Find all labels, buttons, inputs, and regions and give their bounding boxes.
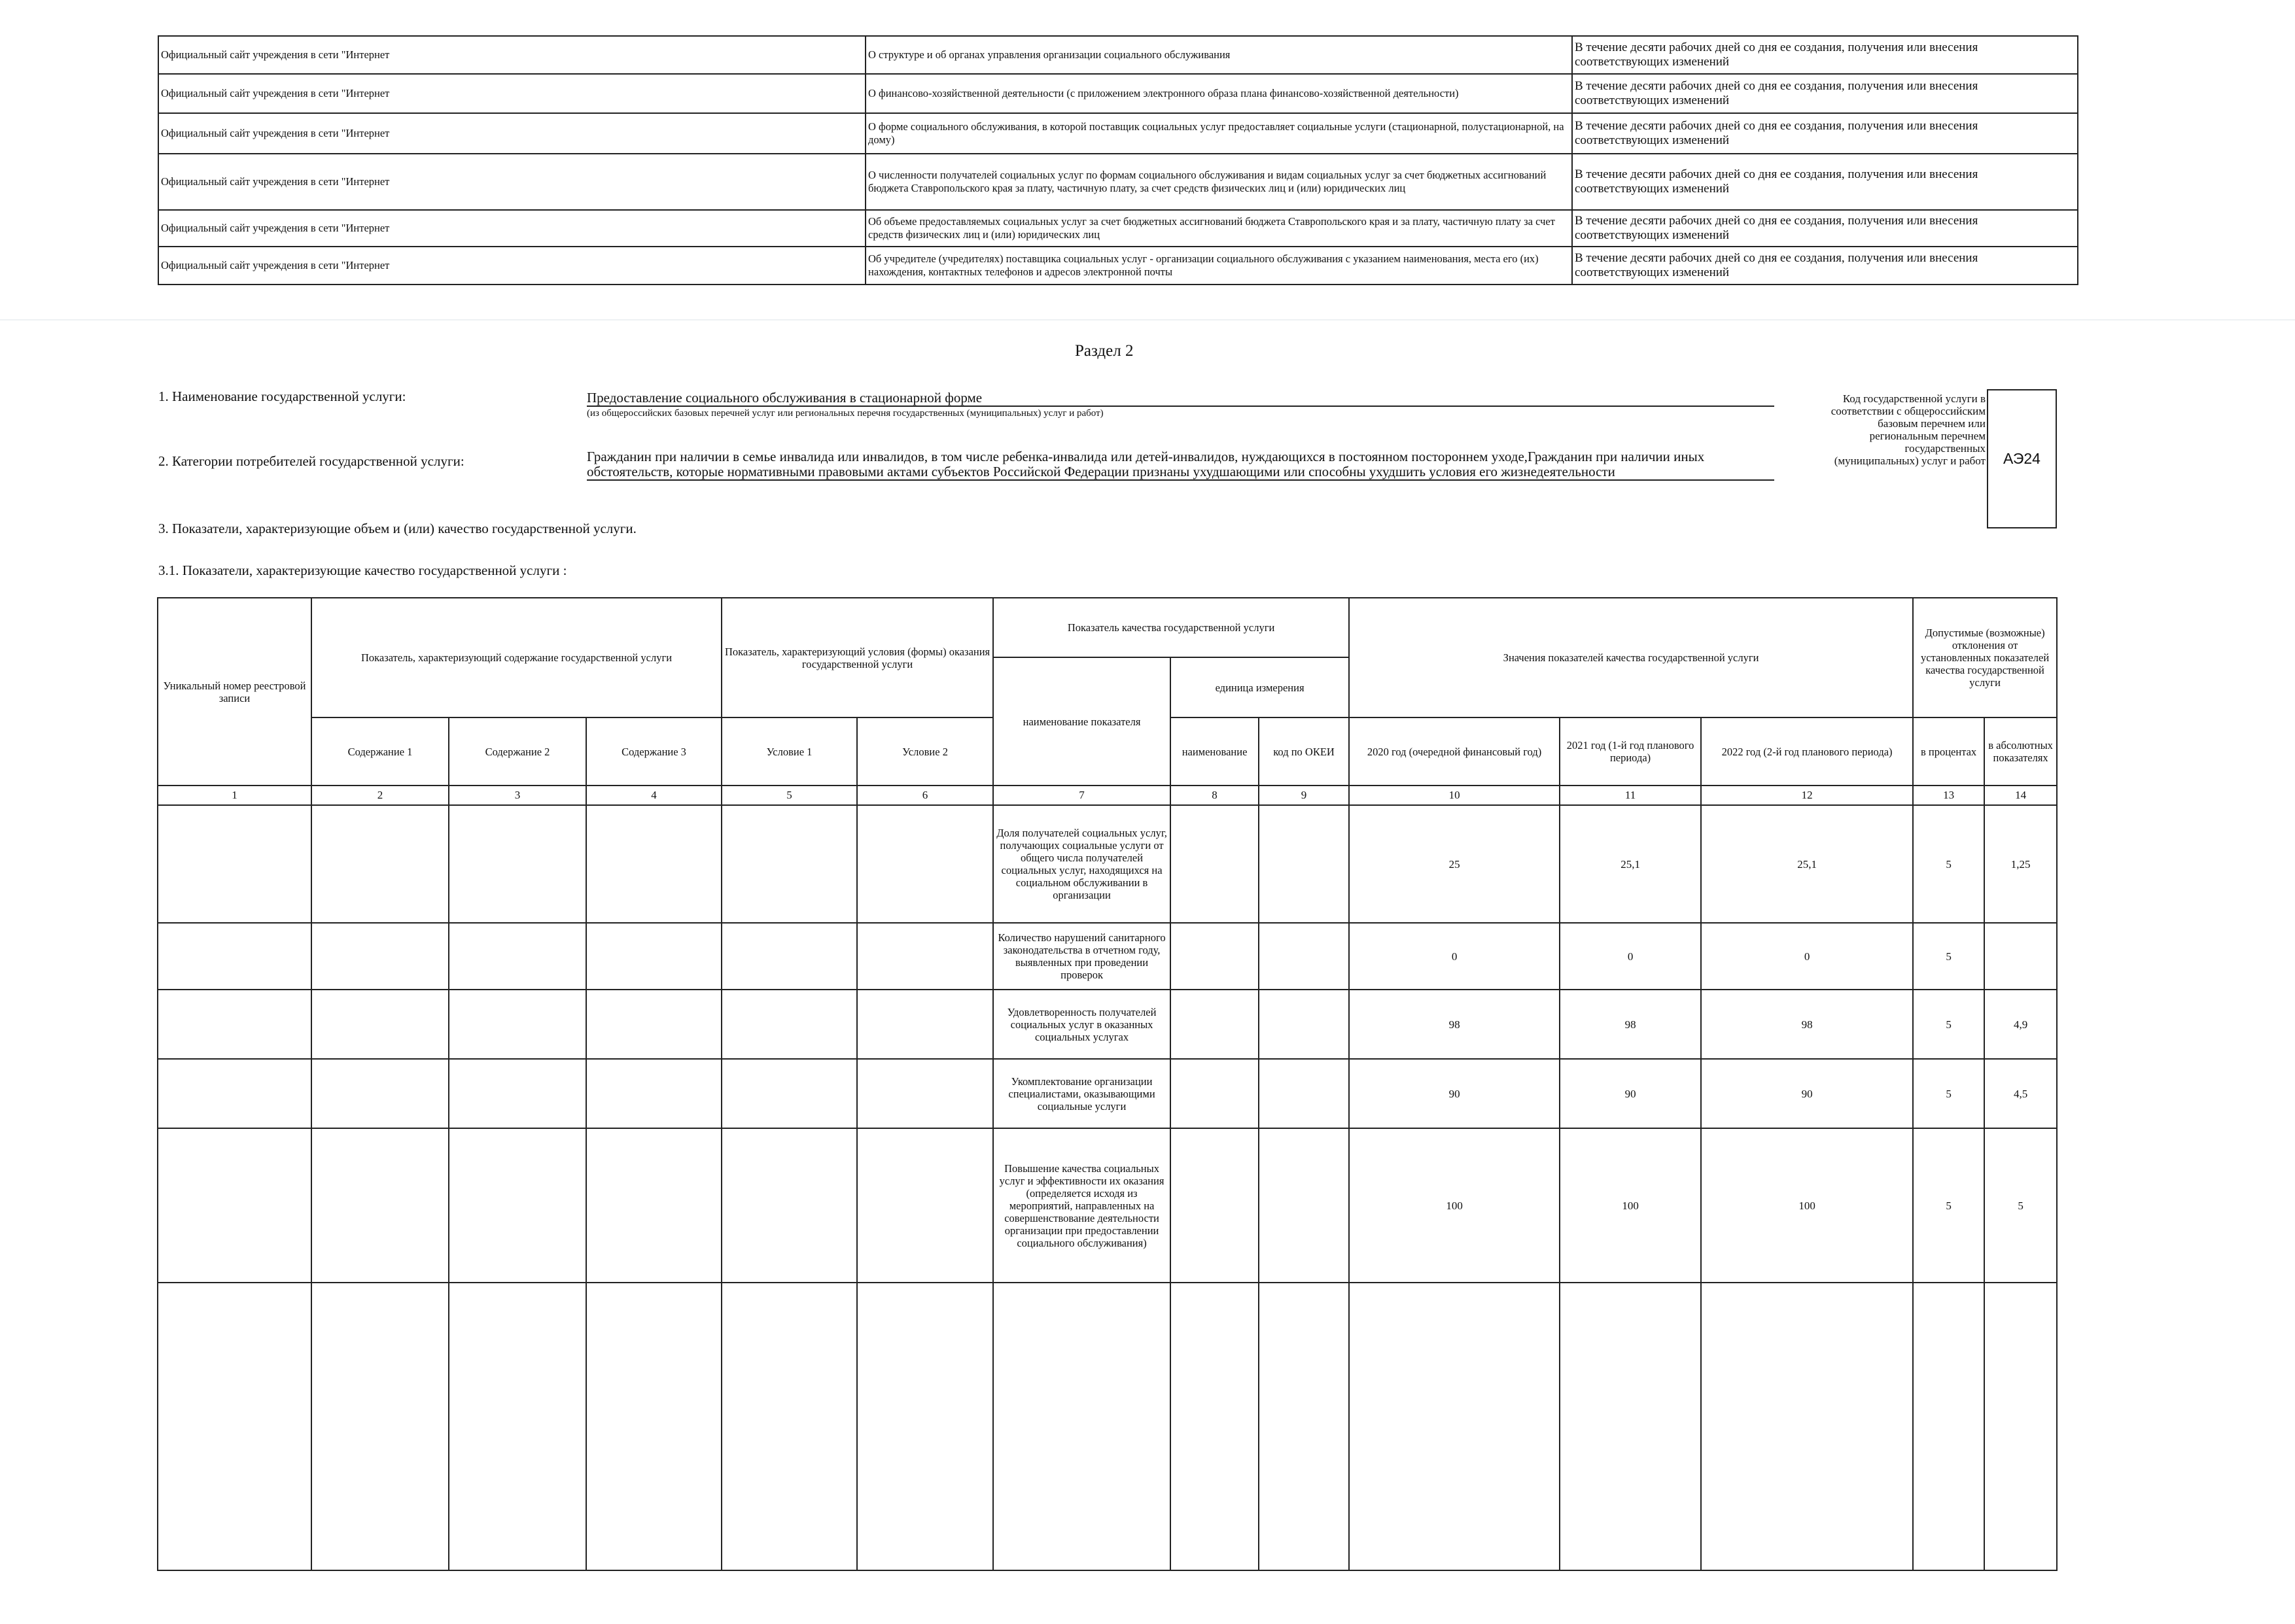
information-row: [158, 74, 2078, 113]
info-method-cell: Официальный сайт учреждения в сети "Интернет: [158, 210, 866, 247]
condition-2-cell: [857, 805, 993, 923]
unit-name-cell: [1170, 1059, 1259, 1128]
service-code-value: АЭ24: [2003, 450, 2041, 467]
condition-2-cell: [857, 1059, 993, 1128]
value-2022-cell: 0: [1701, 923, 1913, 990]
content-2-cell: [449, 1283, 586, 1570]
info-content-cell: О структуре и об органах управления организации социального обслуживания: [866, 36, 1572, 74]
header-indicator-name: наименование показателя: [993, 657, 1170, 786]
header-unit: единица измерения: [1170, 657, 1349, 717]
content-1-cell: [311, 1128, 449, 1283]
condition-2-cell: [857, 1283, 993, 1570]
content-2-cell: [449, 1128, 586, 1283]
header-okei-code: код по ОКЕИ: [1259, 717, 1349, 786]
info-frequency-cell: В течение десяти рабочих дней со дня ее создания, получения или внесения соответствующих изменений: [1572, 154, 2078, 210]
info-content-cell: О финансово-хозяйственной деятельности (с приложением электронного образа плана финансово-хозяйственной деятельности): [866, 74, 1572, 113]
column-number: 5: [722, 786, 857, 805]
value-2022-cell: 98: [1701, 990, 1913, 1059]
value-2022-cell: 100: [1701, 1128, 1913, 1283]
deviation-absolute-cell: [1984, 1283, 2057, 1570]
registry-cell: [158, 1059, 311, 1128]
content-3-cell: [586, 805, 722, 923]
information-row: [158, 247, 2078, 285]
value-2022-cell: 90: [1701, 1059, 1913, 1128]
condition-1-cell: [722, 923, 857, 990]
deviation-percent-cell: [1913, 1283, 1984, 1570]
content-1-cell: [311, 805, 449, 923]
condition-1-cell: [722, 990, 857, 1059]
info-frequency-cell: В течение десяти рабочих дней со дня ее создания, получения или внесения соответствующих изменений: [1572, 210, 2078, 247]
header-quality-group: Показатель качества государственной услуги: [993, 598, 1349, 657]
registry-cell: [158, 923, 311, 990]
okei-code-cell: [1259, 1059, 1349, 1128]
content-3-cell: [586, 1283, 722, 1570]
value-2020-cell: 98: [1349, 990, 1560, 1059]
quality-row: [158, 1128, 2057, 1283]
content-2-cell: [449, 990, 586, 1059]
service-name-note: (из общероссийских базовых перечней услуг или региональных перечня государственных (муниципальных) услуг и работ): [587, 408, 1104, 419]
registry-cell: [158, 990, 311, 1059]
information-row: [158, 210, 2078, 247]
column-number: 2: [311, 786, 449, 805]
condition-1-cell: [722, 1128, 857, 1283]
content-1-cell: [311, 990, 449, 1059]
quality-row: [158, 805, 2057, 923]
indicators-heading: 3. Показатели, характеризующие объем и (или) качество государственной услуги.: [158, 521, 637, 536]
okei-code-cell: [1259, 923, 1349, 990]
deviation-percent-cell: 5: [1913, 805, 1984, 923]
content-3-cell: [586, 990, 722, 1059]
indicator-name-cell: Укомплектование организации специалистами, оказывающими социальные услуги: [993, 1059, 1170, 1128]
column-number: 10: [1349, 786, 1560, 805]
info-content-cell: О численности получателей социальных услуг по формам социального обслуживания и видам социальных услуг за счет бюджетных ассигнований бюджета Ставропольского края за плату, частичную плату, за счет средств физических лиц и (или) юридических лиц: [866, 154, 1572, 210]
quality-row: [158, 990, 2057, 1059]
page-separator: [0, 319, 2295, 320]
column-number: 14: [1984, 786, 2057, 805]
value-2022-cell: [1701, 1283, 1913, 1570]
info-content-cell: Об объеме предоставляемых социальных услуг за счет бюджетных ассигнований бюджета Ставропольского края и за плату, частичную плату за счет средств физических лиц и (или) юридических лиц: [866, 210, 1572, 247]
deviation-percent-cell: 5: [1913, 923, 1984, 990]
value-2020-cell: 0: [1349, 923, 1560, 990]
content-1-cell: [311, 1059, 449, 1128]
info-frequency-cell: В течение десяти рабочих дней со дня ее создания, получения или внесения соответствующих изменений: [1572, 36, 2078, 74]
consumer-category-value: Гражданин при наличии в семье инвалида или инвалидов, в том числе ребенка-инвалида или детей-инвалидов, нуждающихся в постоянном постороннем уходе,Гражданин при наличии иных обстоятельств, которые нормативными правовыми актами субъектов Российской Федерации признаны ухудшающими или способны ухудшить условия его жизнедеятельности: [587, 449, 1774, 481]
service-name-label: 1. Наименование государственной услуги:: [158, 389, 406, 404]
indicator-name-cell: Количество нарушений санитарного законодательства в отчетном году, выявленных при проведении проверок: [993, 923, 1170, 990]
deviation-absolute-cell: [1984, 923, 2057, 990]
info-content-cell: Об учредителе (учредителях) поставщика социальных услуг - организации социального обслуживания с указанием наименования, места его (их) нахождения, контактных телефонов и адресов электронной почты: [866, 247, 1572, 285]
indicator-name-cell: Удовлетворенность получателей социальных услуг в оказанных социальных услугах: [993, 990, 1170, 1059]
unit-name-cell: [1170, 990, 1259, 1059]
column-number: 6: [857, 786, 993, 805]
condition-1-cell: [722, 1283, 857, 1570]
value-2021-cell: 0: [1560, 923, 1701, 990]
column-number: 3: [449, 786, 586, 805]
information-row: [158, 154, 2078, 210]
header-year-2021: 2021 год (1-й год планового периода): [1560, 717, 1701, 786]
quality-row: [158, 1059, 2057, 1128]
info-method-cell: Официальный сайт учреждения в сети "Интернет: [158, 36, 866, 74]
registry-cell: [158, 1128, 311, 1283]
registry-cell: [158, 805, 311, 923]
information-row: [158, 113, 2078, 154]
deviation-absolute-cell: 5: [1984, 1128, 2057, 1283]
service-name-value: Предоставление социального обслуживания в стационарной форме: [587, 390, 1774, 407]
value-2020-cell: 25: [1349, 805, 1560, 923]
value-2021-cell: 90: [1560, 1059, 1701, 1128]
content-3-cell: [586, 1059, 722, 1128]
info-method-cell: Официальный сайт учреждения в сети "Интернет: [158, 154, 866, 210]
header-content-2: Содержание 2: [449, 717, 586, 786]
deviation-percent-cell: 5: [1913, 1059, 1984, 1128]
section-title: Раздел 2: [1075, 342, 1134, 360]
content-2-cell: [449, 923, 586, 990]
deviation-absolute-cell: 4,9: [1984, 990, 2057, 1059]
service-code-box: [1987, 389, 2057, 528]
unit-name-cell: [1170, 1283, 1259, 1570]
header-values-group: Значения показателей качества государственной услуги: [1349, 598, 1913, 717]
unit-name-cell: [1170, 1128, 1259, 1283]
value-2020-cell: [1349, 1283, 1560, 1570]
header-year-2022: 2022 год (2-й год планового периода): [1701, 717, 1913, 786]
info-content-cell: О форме социального обслуживания, в которой поставщик социальных услуг предоставляет социальные услуги (стационарной, полустационарной, на дому): [866, 113, 1572, 154]
content-3-cell: [586, 1128, 722, 1283]
quality-row: [158, 923, 2057, 990]
deviation-absolute-cell: 4,5: [1984, 1059, 2057, 1128]
condition-2-cell: [857, 923, 993, 990]
value-2021-cell: 100: [1560, 1128, 1701, 1283]
info-frequency-cell: В течение десяти рабочих дней со дня ее создания, получения или внесения соответствующих изменений: [1572, 113, 2078, 154]
registry-cell: [158, 1283, 311, 1570]
quality-indicators-table: [157, 597, 2058, 1571]
okei-code-cell: [1259, 990, 1349, 1059]
value-2020-cell: 90: [1349, 1059, 1560, 1128]
info-method-cell: Официальный сайт учреждения в сети "Интернет: [158, 74, 866, 113]
quality-table-body: [158, 598, 2057, 1570]
quality-row: [158, 1283, 2057, 1570]
okei-code-cell: [1259, 805, 1349, 923]
quality-indicators-heading: 3.1. Показатели, характеризующие качество государственной услуги :: [158, 562, 567, 578]
unit-name-cell: [1170, 805, 1259, 923]
header-unit-name: наименование: [1170, 717, 1259, 786]
column-number: 8: [1170, 786, 1259, 805]
header-content-group: Показатель, характеризующий содержание государственной услуги: [311, 598, 722, 717]
header-content-1: Содержание 1: [311, 717, 449, 786]
condition-2-cell: [857, 1128, 993, 1283]
condition-1-cell: [722, 805, 857, 923]
header-condition-1: Условие 1: [722, 717, 857, 786]
header-year-2020: 2020 год (очередной финансовый год): [1349, 717, 1560, 786]
deviation-percent-cell: 5: [1913, 990, 1984, 1059]
info-frequency-cell: В течение десяти рабочих дней со дня ее создания, получения или внесения соответствующих изменений: [1572, 74, 2078, 113]
column-number: 4: [586, 786, 722, 805]
content-2-cell: [449, 1059, 586, 1128]
value-2021-cell: 98: [1560, 990, 1701, 1059]
service-code-label: Код государственной услуги в соответствии с общероссийским базовым перечнем или региональным перечнем государственных (муниципальных) услуг и работ: [1831, 392, 1986, 467]
condition-2-cell: [857, 990, 993, 1059]
content-3-cell: [586, 923, 722, 990]
column-number: 11: [1560, 786, 1701, 805]
okei-code-cell: [1259, 1283, 1349, 1570]
information-table-body: [158, 36, 2078, 285]
column-number: 7: [993, 786, 1170, 805]
value-2021-cell: [1560, 1283, 1701, 1570]
header-content-3: Содержание 3: [586, 717, 722, 786]
column-number: 12: [1701, 786, 1913, 805]
indicator-name-cell: Доля получателей социальных услуг, получающих социальные услуги от общего числа получателей социальных услуг, находящихся на социальном обслуживании в организации: [993, 805, 1170, 923]
header-condition-2: Условие 2: [857, 717, 993, 786]
unit-name-cell: [1170, 923, 1259, 990]
condition-1-cell: [722, 1059, 857, 1128]
header-deviation-group: Допустимые (возможные) отклонения от установленных показателей качества государственной услуги: [1913, 598, 2057, 717]
header-deviation-percent: в процентах: [1913, 717, 1984, 786]
indicator-name-cell: Повышение качества социальных услуг и эффективности их оказания (определяется исходя из мероприятий, направленных на совершенствование деятельности организации при предоставлении социального обслуживания): [993, 1128, 1170, 1283]
info-frequency-cell: В течение десяти рабочих дней со дня ее создания, получения или внесения соответствующих изменений: [1572, 247, 2078, 285]
content-2-cell: [449, 805, 586, 923]
column-number-row: [158, 786, 2057, 805]
header-registry-number: Уникальный номер реестровой записи: [158, 598, 311, 786]
header-deviation-absolute: в абсолютных показателях: [1984, 717, 2057, 786]
value-2020-cell: 100: [1349, 1128, 1560, 1283]
indicator-name-cell: [993, 1283, 1170, 1570]
info-method-cell: Официальный сайт учреждения в сети "Интернет: [158, 247, 866, 285]
content-1-cell: [311, 1283, 449, 1570]
okei-code-cell: [1259, 1128, 1349, 1283]
header-condition-group: Показатель, характеризующий условия (формы) оказания государственной услуги: [722, 598, 993, 717]
content-1-cell: [311, 923, 449, 990]
value-2022-cell: 25,1: [1701, 805, 1913, 923]
deviation-absolute-cell: 1,25: [1984, 805, 2057, 923]
column-number: 1: [158, 786, 311, 805]
column-number: 13: [1913, 786, 1984, 805]
consumer-category-label: 2. Категории потребителей государственной услуги:: [158, 453, 464, 469]
info-method-cell: Официальный сайт учреждения в сети "Интернет: [158, 113, 866, 154]
column-number: 9: [1259, 786, 1349, 805]
information-table: [158, 35, 2078, 285]
value-2021-cell: 25,1: [1560, 805, 1701, 923]
information-row: [158, 36, 2078, 74]
deviation-percent-cell: 5: [1913, 1128, 1984, 1283]
